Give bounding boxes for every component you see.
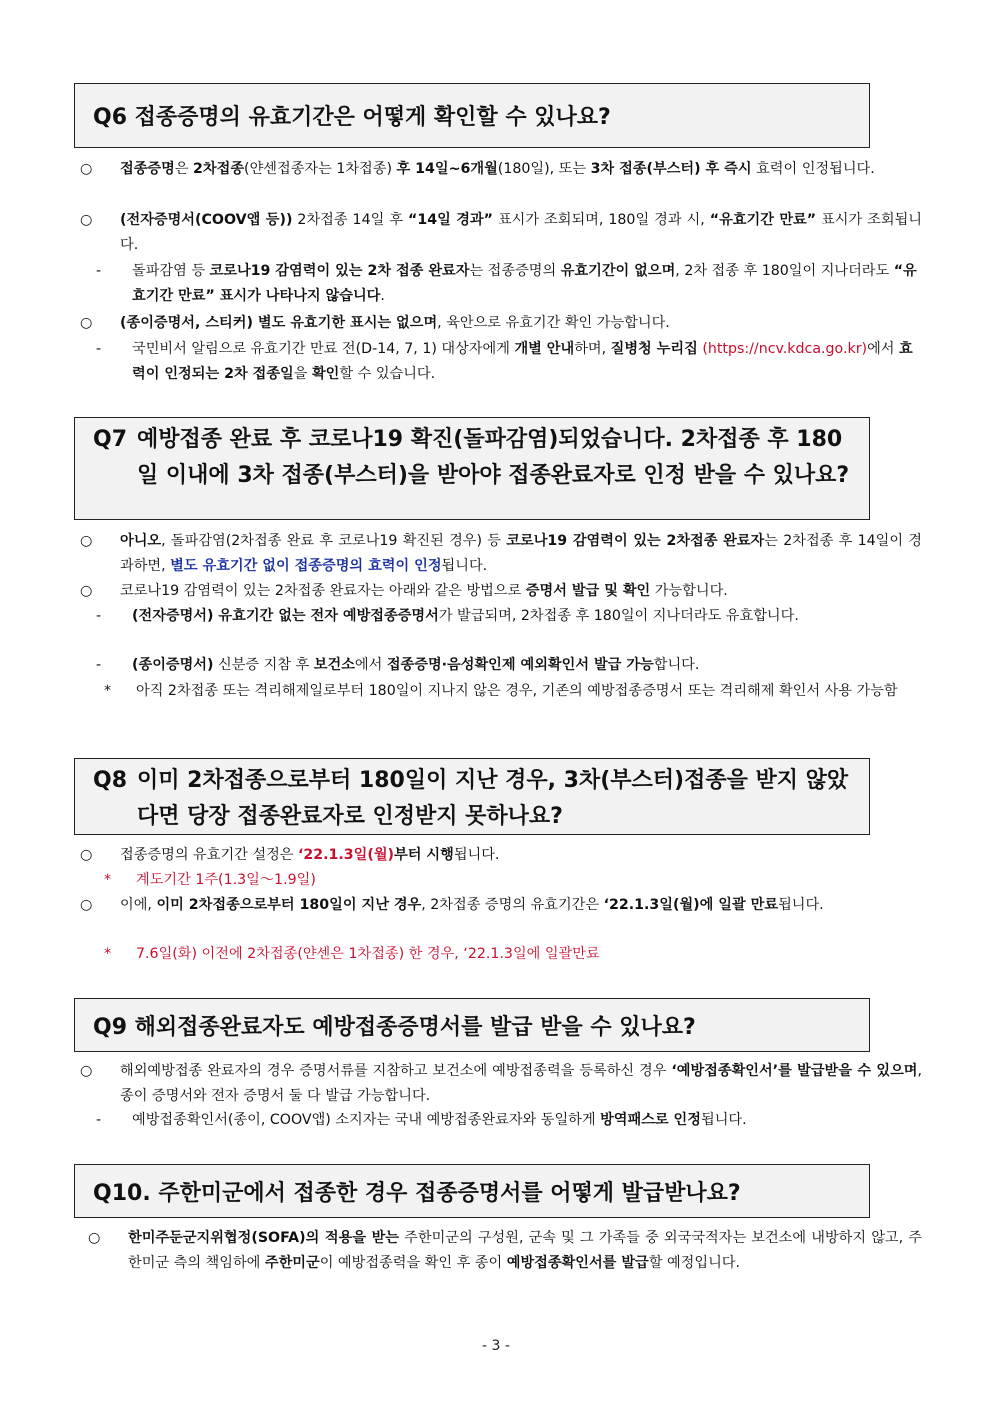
- text-run: , 2차접종 증명의 유효기간은: [421, 897, 604, 913]
- text-run: “유효기간 만료”: [709, 212, 817, 228]
- text-run: 됩니다.: [778, 897, 824, 913]
- text-run: (전자증명서) 유효기간 없는 전자 예방접종증명서: [132, 608, 439, 624]
- paragraph-text: [96, 337, 922, 387]
- paragraph-text: [80, 311, 922, 336]
- paragraph-text: [96, 653, 922, 678]
- bullet-mark: -: [96, 657, 102, 673]
- answer-q9-sub1: [96, 1108, 922, 1133]
- text-run: 는 2차접종 후 14일이 경과하면,: [120, 533, 923, 574]
- text-run: 예방접종확인서(종이, COOV앱) 소지자는 국내 예방접종완료자와 동일하게: [132, 1112, 601, 1128]
- paragraph-text: [80, 208, 922, 258]
- text-run: 돌파감염 등: [132, 263, 210, 279]
- text-run: 접종증명의 유효기간 설정은: [120, 847, 298, 863]
- question-box-q7: [74, 417, 870, 520]
- text-run: (종이증명서, 스티커) 별도 유효기한 표시는 없으며: [120, 315, 438, 331]
- text-run: 됩니다.: [441, 558, 488, 574]
- text-run: 국민비서 알림으로 유효기간 만료 전(D-14, 7, 1) 대상자에게: [132, 341, 515, 357]
- answer-q6-p3: [80, 311, 922, 336]
- bullet-mark: -: [96, 263, 102, 279]
- paragraph-text: [96, 1108, 922, 1133]
- answer-q8-p2: [80, 893, 922, 918]
- text-run: ‘22.1.3일(월): [298, 847, 395, 863]
- answer-q8-p1: [80, 843, 922, 868]
- paragraph-text: [80, 1059, 922, 1109]
- paragraph-text: [96, 604, 922, 629]
- text-run: 유효기간이 없으며: [560, 263, 676, 279]
- answer-q7-p2: [80, 579, 922, 604]
- bullet-mark: -: [96, 341, 102, 357]
- text-run: 접종증명: [120, 161, 175, 177]
- question-title-q8: 이미 2차접종으로부터 180일이 지난 경우, 3차(부스터)접종을 받지 않았다면 당장 접종완료자로 인정받지 못하나요?: [137, 768, 849, 829]
- paragraph-text: [80, 529, 922, 579]
- paragraph-text: [88, 1226, 922, 1276]
- text-run: .: [380, 288, 385, 304]
- text-run: (180일), 또는: [497, 161, 591, 177]
- text-run: 코로나19 감염력이 있는 2차접종 완료자: [506, 533, 765, 549]
- paragraph-text: [80, 843, 922, 868]
- text-run: 은: [174, 161, 194, 177]
- bullet-mark: ○: [80, 533, 93, 549]
- text-run: 후 14일~6개월: [396, 161, 498, 177]
- text-run: 이 예방접종력을 확인 후 종이: [319, 1255, 507, 1271]
- paragraph-text: [80, 157, 922, 182]
- bullet-mark: ○: [80, 847, 93, 863]
- text-run: 확인: [311, 366, 340, 382]
- bullet-mark: ○: [80, 161, 93, 177]
- text-run: 는 접종증명의: [469, 263, 561, 279]
- question-title-q6: Q6 접종증명의 유효기간은 어떻게 확인할 수 있나요?: [93, 105, 611, 130]
- answer-q7-note1: [104, 679, 922, 704]
- text-run: 질병청 누리집: [610, 341, 698, 357]
- answer-q10-p1: [88, 1226, 922, 1276]
- question-title-q9: Q9 해외접종완료자도 예방접종증명서를 발급 받을 수 있나요?: [93, 1014, 696, 1040]
- paragraph-text: [80, 893, 922, 918]
- bullet-mark: ○: [80, 315, 93, 331]
- text-run: 코로나19 감염력이 있는 2차접종 완료자는 아래와 같은 방법으로: [120, 583, 526, 599]
- text-run: 표시가 조회됩니다.: [120, 212, 922, 253]
- text-run: 주한미군의 구성원, 군속 및 그 가족들 중 외국국적자는 보건소에 내방하지 않고, 주한미군 측의 책임하에: [128, 1230, 922, 1271]
- bullet-mark: ○: [80, 897, 93, 913]
- answer-q6-p1: [80, 157, 922, 182]
- text-run: 접종증명·음성확인제 예외확인서 발급 가능: [386, 657, 654, 673]
- answer-q6-sub1: [96, 259, 922, 309]
- paragraph-text: [104, 868, 922, 893]
- question-number-q7: Q7: [93, 427, 128, 452]
- text-run: 에서: [354, 657, 387, 673]
- bullet-mark: *: [104, 946, 112, 962]
- text-run: 이미 2차접종으로부터 180일이 지난 경우: [156, 897, 422, 913]
- text-run: , 육안으로 유효기간 확인 가능합니다.: [437, 315, 670, 331]
- text-run: “14일 경과”: [408, 212, 493, 228]
- bullet-mark: ○: [80, 1063, 93, 1079]
- question-box-q10: [74, 1164, 870, 1218]
- question-title-q10: Q10. 주한미군에서 접종한 경우 접종증명서를 어떻게 발급받나요?: [93, 1180, 741, 1206]
- answer-q6-p2: [80, 208, 922, 258]
- text-run: 보건소: [313, 657, 355, 673]
- paragraph-text: [80, 579, 922, 604]
- text-run: 아니오: [120, 533, 162, 549]
- text-run: 표시가 조회되며, 180일 경과 시,: [492, 212, 710, 228]
- text-run: 7.6일(화) 이전에 2차접종(얀센은 1차접종) 한 경우, ‘22.1.3일에 일괄만료: [136, 946, 600, 962]
- text-run: (종이증명서): [132, 657, 214, 673]
- text-run: 효력이 인정됩니다.: [751, 161, 875, 177]
- answer-q9-p1: [80, 1059, 922, 1109]
- bullet-mark: *: [104, 872, 112, 888]
- text-run: 2차접종 14일 후: [292, 212, 409, 228]
- text-run: 할 예정입니다.: [648, 1255, 740, 1271]
- question-box-q9: [74, 998, 870, 1052]
- text-run: 계도기간 1주(1.3일～1.9일): [136, 872, 316, 888]
- text-run: 됩니다.: [453, 847, 500, 863]
- text-run: (전자증명서(COOV앱 등)): [120, 212, 293, 228]
- text-run: 됩니다.: [700, 1112, 747, 1128]
- text-run: 가 발급되며, 2차접종 후 180일이 지나더라도 유효합니다.: [438, 608, 799, 624]
- text-run: 코로나19 감염력이 있는 2차 접종 완료자: [209, 263, 470, 279]
- text-run: 합니다.: [653, 657, 700, 673]
- paragraph-text: [104, 942, 922, 967]
- answer-q7-p1: [80, 529, 922, 579]
- answer-q8-note2: [104, 942, 922, 967]
- text-run: 부터 시행: [394, 847, 454, 863]
- bullet-mark: ○: [80, 212, 93, 228]
- bullet-mark: *: [104, 683, 112, 699]
- text-run: , 2차 접종 후 180일이 지나더라도: [675, 263, 894, 279]
- text-run: 해외예방접종 완료자의 경우 증명서류를 지참하고 보건소에 예방접종력을 등록하신 경우: [120, 1063, 672, 1079]
- text-run: , 돌파감염(2차접종 완료 후 코로나19 확진된 경우) 등: [161, 533, 507, 549]
- text-run: 에서: [867, 341, 899, 357]
- text-run: 가능합니다.: [650, 583, 728, 599]
- question-number-q8: Q8: [93, 768, 128, 793]
- text-run: 이에,: [120, 897, 157, 913]
- answer-q6-sub2: [96, 337, 922, 387]
- text-run: , 종이 증명서와 전자 증명서 둘 다 발급 가능합니다.: [120, 1063, 922, 1104]
- text-run: “유효기간 만료” 표시가 나타나지 않습니다: [132, 263, 917, 304]
- bullet-mark: -: [96, 608, 102, 624]
- bullet-mark: ○: [80, 583, 93, 599]
- text-run: 예방접종확인서를 발급: [506, 1255, 649, 1271]
- text-run: 아직 2차접종 또는 격리해제일로부터 180일이 지나지 않은 경우, 기존의 예방접종증명서 또는 격리해제 확인서 사용 가능함: [136, 683, 898, 699]
- paragraph-text: [96, 259, 922, 309]
- answer-q7-sub1: [96, 604, 922, 629]
- page-number: - 3 -: [482, 1338, 510, 1354]
- question-box-q8: [74, 758, 870, 835]
- text-run: 주한미군: [264, 1255, 320, 1271]
- answer-q8-note1: [104, 868, 922, 893]
- question-title-q7: 예방접종 완료 후 코로나19 확진(돌파감염)되었습니다. 2차접종 후 180일 이내에 3차 접종(부스터)을 받아야 접종완료자로 인정 받을 수 있나요?: [137, 427, 850, 488]
- text-run: 을: [293, 366, 312, 382]
- text-run: ‘예방접종확인서’를 발급받을 수 있으며: [671, 1063, 918, 1079]
- text-run: 별도 유효기간 없이 접종증명의 효력이 인정: [170, 558, 442, 574]
- text-run: 방역패스로 인정: [600, 1112, 701, 1128]
- text-run: (https://ncv.kdca.go.kr): [697, 341, 868, 357]
- text-run: 2차접종: [193, 161, 245, 177]
- text-run: 3차 접종(부스터) 후 즉시: [590, 161, 752, 177]
- text-run: 개별 안내: [514, 341, 575, 357]
- bullet-mark: -: [96, 1112, 102, 1128]
- text-run: 한미주둔군지위협정(SOFA)의 적용을 받는: [128, 1230, 400, 1246]
- question-box-q6: [74, 83, 870, 148]
- text-run: 증명서 발급 및 확인: [525, 583, 651, 599]
- text-run: 할 수 있습니다.: [339, 366, 436, 382]
- text-run: 효력이 인정되는 2차 접종일: [132, 341, 913, 382]
- text-run: 하며,: [574, 341, 611, 357]
- text-run: ‘22.1.3일(월)에 일괄 만료: [603, 897, 779, 913]
- bullet-mark: ○: [88, 1230, 101, 1246]
- answer-q7-sub2: [96, 653, 922, 678]
- paragraph-text: [104, 679, 922, 704]
- text-run: (얀센접종자는 1차접종): [244, 161, 397, 177]
- text-run: 신분증 지참 후: [213, 657, 314, 673]
